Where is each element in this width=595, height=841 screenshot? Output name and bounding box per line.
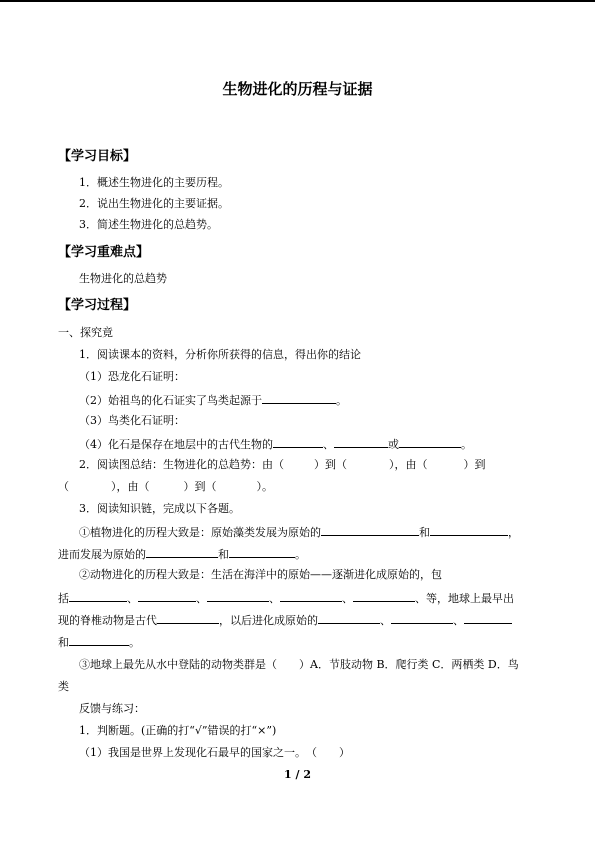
plant-evolution-comma: ， xyxy=(508,526,519,539)
feedback-heading: 反馈与练习： xyxy=(79,702,145,715)
answer-blank[interactable] xyxy=(273,436,323,448)
explore-heading: 一、探究竟 xyxy=(58,326,113,339)
section-learning-process: 【学习过程】 xyxy=(58,298,137,313)
page-title: 生物进化的历程与证据 xyxy=(222,80,373,98)
question-2-from: ），由（ xyxy=(111,480,150,493)
section-key-points: 【学习重难点】 xyxy=(58,245,150,260)
land-animal-question: ③地球上最先从水中登陆的动物类群是（ ）A．节肢动物 B．爬行类 C．两栖类 D．鸟 xyxy=(79,658,519,671)
question-2-open: （ xyxy=(58,480,69,493)
animal-evolution-later: ，以后进化成原始的 xyxy=(219,614,318,627)
question-1-2 xyxy=(79,392,347,408)
question-3: 3．阅读知识链，完成以下各题。 xyxy=(79,502,240,515)
animal-evolution-end: 。 xyxy=(129,636,140,649)
question-2-from: ），由（ xyxy=(389,458,428,471)
answer-blank[interactable] xyxy=(69,634,129,646)
judge-question: 1．判断题。(正确的打“√”错误的打“×”) xyxy=(79,724,277,737)
question-1-2-end: 。 xyxy=(336,394,347,407)
plant-evolution-text-2: 进而发展为原始的 xyxy=(58,548,146,561)
animal-evolution-line-3 xyxy=(58,612,512,628)
goal-item-2: 2．说出生物进化的主要证据。 xyxy=(79,197,229,210)
goal-item-3: 3．简述生物进化的总趋势。 xyxy=(79,218,218,231)
question-1-3: （3）鸟类化石证明： xyxy=(79,414,185,427)
separator: 、 xyxy=(342,592,353,605)
animal-evolution-line-4 xyxy=(58,634,140,650)
plant-evolution-and-2: 和 xyxy=(218,548,229,561)
separator: 、 xyxy=(127,592,138,605)
question-1-4-end: 。 xyxy=(461,438,472,451)
answer-blank[interactable] xyxy=(157,612,219,624)
judge-item-1: （1）我国是世界上发现化石最早的国家之一。 （ ） xyxy=(79,746,350,759)
question-2-to: ）到（ xyxy=(314,458,347,471)
answer-blank[interactable] xyxy=(399,436,461,448)
answer-blank[interactable] xyxy=(321,524,419,536)
separator: 、 xyxy=(453,614,464,627)
animal-evolution-include: 括 xyxy=(58,592,69,605)
question-1-4-sep: 、 xyxy=(323,438,334,451)
answer-blank[interactable] xyxy=(353,590,415,602)
separator: 、 xyxy=(196,592,207,605)
animal-evolution-vertebrate: 现的脊椎动物是古代 xyxy=(58,614,157,627)
key-point-text: 生物进化的总趋势 xyxy=(79,272,167,285)
answer-blank[interactable] xyxy=(69,590,127,602)
plant-evolution-line-2 xyxy=(58,546,306,562)
question-1-1: （1）恐龙化石证明： xyxy=(79,370,185,383)
land-animal-question-cont: 类 xyxy=(58,680,69,693)
separator: 、 xyxy=(380,614,391,627)
question-1-4-text: （4）化石是保存在地层中的古代生物的 xyxy=(79,438,273,451)
goal-item-1: 1．概述生物进化的主要历程。 xyxy=(79,176,229,189)
question-2-to: ）到（ xyxy=(183,480,217,493)
plant-evolution-end: 。 xyxy=(295,548,306,561)
page-number: 1 / 2 xyxy=(284,768,311,781)
question-1-4-or: 或 xyxy=(388,438,399,451)
plant-evolution-text: ①植物进化的历程大致是：原始藻类发展为原始的 xyxy=(79,526,321,539)
plant-evolution-and: 和 xyxy=(419,526,430,539)
answer-blank[interactable] xyxy=(464,612,512,624)
question-2-line-1 xyxy=(79,458,486,472)
animal-evolution-etc: 、等，地球上最早出 xyxy=(415,592,514,605)
plant-evolution-line-1 xyxy=(79,524,519,540)
answer-blank[interactable] xyxy=(280,590,342,602)
question-1-2-text: （2）始祖鸟的化石证实了鸟类起源于 xyxy=(79,394,262,407)
question-2-text: 2．阅读图总结：生物进化的总趋势：由（ xyxy=(79,458,284,471)
question-2-line-2 xyxy=(58,480,273,494)
question-1: 1．阅读课本的资料，分析你所获得的信息，得出你的结论 xyxy=(79,348,361,361)
answer-blank[interactable] xyxy=(334,436,388,448)
answer-blank[interactable] xyxy=(391,612,453,624)
answer-blank[interactable] xyxy=(207,590,269,602)
question-2-end: ）。 xyxy=(256,480,273,493)
answer-blank[interactable] xyxy=(229,546,295,558)
animal-evolution-line-1: ②动物进化的历程大致是：生活在海洋中的原始——逐渐进化成原始的，包 xyxy=(79,568,442,581)
section-learning-goals: 【学习目标】 xyxy=(58,149,137,164)
animal-evolution-and: 和 xyxy=(58,636,69,649)
separator: 、 xyxy=(269,592,280,605)
answer-blank[interactable] xyxy=(318,612,380,624)
animal-evolution-line-2 xyxy=(58,590,514,606)
answer-blank[interactable] xyxy=(138,590,196,602)
answer-blank[interactable] xyxy=(262,392,336,404)
question-2-to: ）到 xyxy=(463,458,486,471)
answer-blank[interactable] xyxy=(430,524,508,536)
answer-blank[interactable] xyxy=(146,546,218,558)
question-1-4 xyxy=(79,436,472,452)
